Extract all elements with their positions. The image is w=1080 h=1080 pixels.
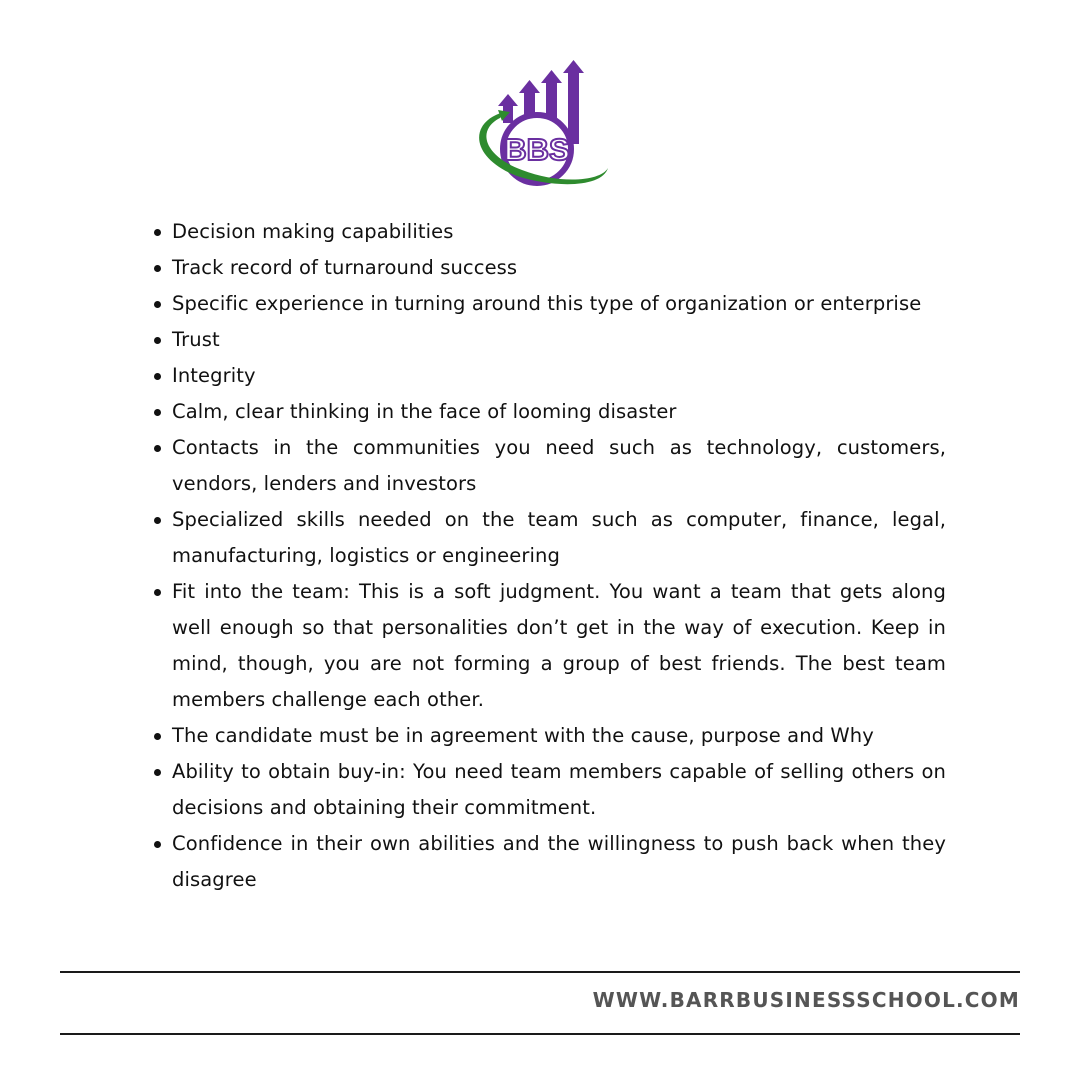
list-item <box>150 754 946 826</box>
list-item-text: Specialized skills needed on the team such as computer, finance, legal, manufacturing, logistics or engineering <box>172 508 946 567</box>
bullet-dot-icon <box>154 229 161 236</box>
list-item <box>150 214 946 250</box>
list-item-text: Trust <box>172 328 220 351</box>
bullet-dot-icon <box>154 445 161 452</box>
bullet-dot-icon <box>154 517 161 524</box>
list-item <box>150 502 946 574</box>
list-item-text: Ability to obtain buy-in: You need team members capable of selling others on decisions and obtaining their commitment. <box>172 760 946 819</box>
bbs-logo <box>462 60 612 194</box>
list-item <box>150 286 946 322</box>
bullet-dot-icon <box>154 769 161 776</box>
list-item-text: Integrity <box>172 364 256 387</box>
logo-letters: BBS <box>504 132 570 167</box>
bullet-dot-icon <box>154 301 161 308</box>
bullet-dot-icon <box>154 337 161 344</box>
bullet-dot-icon <box>154 265 161 272</box>
list-item <box>150 574 946 718</box>
bullet-dot-icon <box>154 841 161 848</box>
list-item <box>150 826 946 898</box>
list-item-text: Track record of turnaround success <box>172 256 518 279</box>
bullet-dot-icon <box>154 373 161 380</box>
list-item-text: Decision making capabilities <box>172 220 454 243</box>
list-item-text: Specific experience in turning around this type of organization or enterprise <box>172 292 922 315</box>
bbs-logo-icon <box>462 60 612 194</box>
list-item-text: Contacts in the communities you need such as technology, customers, vendors, lenders and investors <box>172 436 946 495</box>
list-item <box>150 358 946 394</box>
bullet-dot-icon <box>154 733 161 740</box>
list-item-text: Confidence in their own abilities and the willingness to push back when they disagree <box>172 832 946 891</box>
qualities-list <box>150 214 946 898</box>
list-item <box>150 430 946 502</box>
divider-top <box>60 971 1020 973</box>
list-item <box>150 250 946 286</box>
list-item-text: The candidate must be in agreement with the cause, purpose and Why <box>172 724 874 747</box>
list-item <box>150 394 946 430</box>
divider-bottom <box>60 1033 1020 1035</box>
list-item <box>150 322 946 358</box>
bullet-dot-icon <box>154 409 161 416</box>
list-item-text: Fit into the team: This is a soft judgment. You want a team that gets along well enough so that personalities don’t get in the way of execution. Keep in mind, though, you are not forming a group of best friends. The best team members challenge each other. <box>172 580 946 711</box>
list-item-text: Calm, clear thinking in the face of looming disaster <box>172 400 677 423</box>
footer-website-url: WWW.BARRBUSINESSSCHOOL.COM <box>592 988 1020 1012</box>
list-item <box>150 718 946 754</box>
bullet-dot-icon <box>154 589 161 596</box>
